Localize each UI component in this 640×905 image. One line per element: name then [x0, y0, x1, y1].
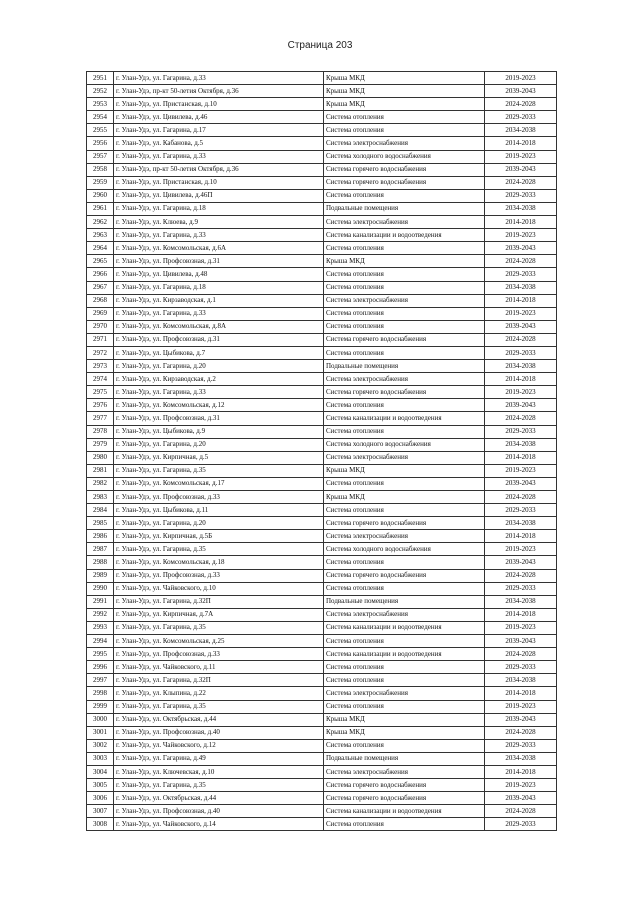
cell-row-number: 2988: [87, 556, 114, 569]
cell-row-number: 2986: [87, 530, 114, 543]
cell-row-number: 2963: [87, 229, 114, 242]
cell-address: г. Улан-Удэ, ул. Гагарина, д.17: [114, 124, 324, 137]
cell-system: Система отопления: [324, 189, 485, 202]
cell-system: Система отопления: [324, 661, 485, 674]
cell-address: г. Улан-Удэ, ул. Профсоюзная, д.31: [114, 255, 324, 268]
cell-system: Система канализации и водоотведения: [324, 621, 485, 634]
cell-address: г. Улан-Удэ, ул. Кирзаводская, д.2: [114, 373, 324, 386]
cell-system: Система отопления: [324, 582, 485, 595]
cell-system: Система электроснабжения: [324, 608, 485, 621]
table-row: [87, 700, 557, 713]
cell-period: 2029-2033: [485, 661, 557, 674]
cell-period: 2034-2038: [485, 595, 557, 608]
cell-row-number: 2982: [87, 477, 114, 490]
cell-system: Система горячего водоснабжения: [324, 792, 485, 805]
cell-system: Система отопления: [324, 307, 485, 320]
cell-system: Крыша МКД: [324, 98, 485, 111]
cell-address: г. Улан-Удэ, ул. Клыпина, д.22: [114, 687, 324, 700]
cell-address: г. Улан-Удэ, ул. Чайковского, д.14: [114, 818, 324, 831]
cell-address: г. Улан-Удэ, ул. Профсоюзная, д.33: [114, 491, 324, 504]
cell-period: 2034-2038: [485, 674, 557, 687]
cell-address: г. Улан-Удэ, ул. Комсомольская, д.6А: [114, 242, 324, 255]
table-row: [87, 582, 557, 595]
cell-row-number: 2968: [87, 294, 114, 307]
cell-address: г. Улан-Удэ, ул. Гагарина, д.35: [114, 464, 324, 477]
cell-address: г. Улан-Удэ, ул. Гагарина, д.20: [114, 360, 324, 373]
cell-period: 2039-2043: [485, 635, 557, 648]
cell-address: г. Улан-Удэ, ул. Кирпичная, д.5Б: [114, 530, 324, 543]
table-row: [87, 163, 557, 176]
table-row: [87, 137, 557, 150]
cell-row-number: 2993: [87, 621, 114, 634]
cell-address: г. Улан-Удэ, ул. Профсоюзная, д.40: [114, 805, 324, 818]
cell-address: г. Улан-Удэ, ул. Гагарина, д.33: [114, 72, 324, 85]
cell-period: 2024-2028: [485, 569, 557, 582]
table-row: [87, 72, 557, 85]
registry-table: [86, 71, 557, 831]
cell-system: Система электроснабжения: [324, 687, 485, 700]
cell-period: 2039-2043: [485, 242, 557, 255]
cell-system: Система электроснабжения: [324, 373, 485, 386]
cell-system: Система горячего водоснабжения: [324, 176, 485, 189]
cell-system: Система холодного водоснабжения: [324, 438, 485, 451]
table-row: [87, 517, 557, 530]
cell-row-number: 2973: [87, 360, 114, 373]
cell-row-number: 3003: [87, 752, 114, 765]
cell-period: 2024-2028: [485, 176, 557, 189]
cell-address: г. Улан-Удэ, ул. Гагарина, д.33: [114, 150, 324, 163]
cell-system: Крыша МКД: [324, 491, 485, 504]
table-row: [87, 373, 557, 386]
cell-period: 2019-2023: [485, 464, 557, 477]
cell-system: Система горячего водоснабжения: [324, 163, 485, 176]
cell-period: 2019-2023: [485, 386, 557, 399]
cell-row-number: 2956: [87, 137, 114, 150]
cell-period: 2024-2028: [485, 412, 557, 425]
cell-period: 2019-2023: [485, 700, 557, 713]
cell-period: 2029-2033: [485, 818, 557, 831]
cell-system: Система канализации и водоотведения: [324, 648, 485, 661]
cell-row-number: 2984: [87, 504, 114, 517]
cell-system: Система отопления: [324, 399, 485, 412]
cell-system: Система отопления: [324, 818, 485, 831]
cell-period: 2034-2038: [485, 202, 557, 215]
cell-period: 2039-2043: [485, 477, 557, 490]
cell-system: Система канализации и водоотведения: [324, 412, 485, 425]
cell-period: 2034-2038: [485, 281, 557, 294]
cell-row-number: 2996: [87, 661, 114, 674]
cell-address: г. Улан-Удэ, ул. Цивилева, д.46: [114, 111, 324, 124]
cell-address: г. Улан-Удэ, ул. Пристанская, д.10: [114, 176, 324, 189]
cell-period: 2039-2043: [485, 85, 557, 98]
cell-system: Система отопления: [324, 346, 485, 359]
cell-system: Система горячего водоснабжения: [324, 779, 485, 792]
cell-address: г. Улан-Удэ, ул. Профсоюзная, д.31: [114, 412, 324, 425]
cell-period: 2019-2023: [485, 150, 557, 163]
cell-system: Подвальные помещения: [324, 595, 485, 608]
cell-period: 2024-2028: [485, 726, 557, 739]
cell-row-number: 2953: [87, 98, 114, 111]
cell-system: Система электроснабжения: [324, 216, 485, 229]
cell-row-number: 2980: [87, 451, 114, 464]
cell-period: 2014-2018: [485, 530, 557, 543]
cell-system: Система канализации и водоотведения: [324, 805, 485, 818]
table-row: [87, 635, 557, 648]
cell-row-number: 2954: [87, 111, 114, 124]
table-row: [87, 765, 557, 778]
table-row: [87, 242, 557, 255]
table-row: [87, 438, 557, 451]
cell-row-number: 2959: [87, 176, 114, 189]
cell-address: г. Улан-Удэ, ул. Октябрьская, д.44: [114, 792, 324, 805]
cell-system: Система горячего водоснабжения: [324, 333, 485, 346]
cell-period: 2014-2018: [485, 608, 557, 621]
table-row: [87, 608, 557, 621]
cell-system: Система электроснабжения: [324, 530, 485, 543]
table-row: [87, 792, 557, 805]
cell-row-number: 3001: [87, 726, 114, 739]
table-row: [87, 661, 557, 674]
table-row: [87, 268, 557, 281]
cell-row-number: 2961: [87, 202, 114, 215]
cell-row-number: 3008: [87, 818, 114, 831]
cell-row-number: 2965: [87, 255, 114, 268]
table-row: [87, 189, 557, 202]
cell-system: Подвальные помещения: [324, 360, 485, 373]
table-row: [87, 464, 557, 477]
table-row: [87, 176, 557, 189]
table-row: [87, 229, 557, 242]
cell-period: 2019-2023: [485, 229, 557, 242]
cell-row-number: 2985: [87, 517, 114, 530]
cell-period: 2024-2028: [485, 805, 557, 818]
table-row: [87, 726, 557, 739]
cell-address: г. Улан-Удэ, ул. Кабанова, д.5: [114, 137, 324, 150]
cell-period: 2024-2028: [485, 648, 557, 661]
cell-system: Система электроснабжения: [324, 451, 485, 464]
table-row: [87, 504, 557, 517]
cell-system: Система отопления: [324, 268, 485, 281]
cell-row-number: 2972: [87, 346, 114, 359]
cell-system: Крыша МКД: [324, 713, 485, 726]
cell-row-number: 2991: [87, 595, 114, 608]
cell-period: 2039-2043: [485, 399, 557, 412]
cell-address: г. Улан-Удэ, пр-кт 50-летия Октября, д.36: [114, 85, 324, 98]
table-row: [87, 399, 557, 412]
cell-address: г. Улан-Удэ, ул. Комсомольская, д.18: [114, 556, 324, 569]
cell-address: г. Улан-Удэ, ул. Профсоюзная, д.40: [114, 726, 324, 739]
cell-period: 2039-2043: [485, 792, 557, 805]
table-row: [87, 491, 557, 504]
cell-system: Система электроснабжения: [324, 294, 485, 307]
cell-row-number: 2990: [87, 582, 114, 595]
cell-system: Система отопления: [324, 504, 485, 517]
cell-row-number: 2979: [87, 438, 114, 451]
cell-address: г. Улан-Удэ, ул. Кирзаводская, д.1: [114, 294, 324, 307]
cell-row-number: 3005: [87, 779, 114, 792]
cell-period: 2034-2038: [485, 517, 557, 530]
cell-period: 2024-2028: [485, 98, 557, 111]
cell-period: 2014-2018: [485, 216, 557, 229]
cell-period: 2019-2023: [485, 307, 557, 320]
table-row: [87, 595, 557, 608]
cell-address: г. Улан-Удэ, ул. Гагарина, д.33: [114, 229, 324, 242]
cell-row-number: 2951: [87, 72, 114, 85]
page-title: Страница 203: [287, 40, 353, 51]
cell-row-number: 3000: [87, 713, 114, 726]
cell-period: 2029-2033: [485, 582, 557, 595]
cell-period: 2014-2018: [485, 373, 557, 386]
cell-period: 2014-2018: [485, 294, 557, 307]
cell-period: 2034-2038: [485, 360, 557, 373]
cell-period: 2019-2023: [485, 621, 557, 634]
cell-address: г. Улан-Удэ, ул. Гагарина, д.35: [114, 779, 324, 792]
cell-system: Подвальные помещения: [324, 202, 485, 215]
cell-row-number: 3006: [87, 792, 114, 805]
table-row: [87, 333, 557, 346]
table-row: [87, 805, 557, 818]
cell-row-number: 2987: [87, 543, 114, 556]
cell-address: г. Улан-Удэ, ул. Цыбикова, д.11: [114, 504, 324, 517]
cell-row-number: 2977: [87, 412, 114, 425]
cell-address: г. Улан-Удэ, ул. Профсоюзная, д.33: [114, 569, 324, 582]
cell-address: г. Улан-Удэ, ул. Ключевская, д.10: [114, 765, 324, 778]
cell-address: г. Улан-Удэ, ул. Гагарина, д.35: [114, 700, 324, 713]
table-row: [87, 425, 557, 438]
table-row: [87, 530, 557, 543]
cell-system: Система отопления: [324, 425, 485, 438]
cell-address: г. Улан-Удэ, ул. Пристанская, д.10: [114, 98, 324, 111]
table-row: [87, 360, 557, 373]
cell-row-number: 2992: [87, 608, 114, 621]
cell-row-number: 2997: [87, 674, 114, 687]
cell-period: 2019-2023: [485, 779, 557, 792]
cell-address: г. Улан-Удэ, ул. Цивилева, д.48: [114, 268, 324, 281]
table-row: [87, 569, 557, 582]
cell-row-number: 2967: [87, 281, 114, 294]
cell-system: Крыша МКД: [324, 72, 485, 85]
cell-period: 2039-2043: [485, 320, 557, 333]
cell-period: 2024-2028: [485, 255, 557, 268]
cell-address: г. Улан-Удэ, ул. Гагарина, д.49: [114, 752, 324, 765]
table-row: [87, 713, 557, 726]
cell-period: 2034-2038: [485, 438, 557, 451]
cell-address: г. Улан-Удэ, ул. Чайковского, д.10: [114, 582, 324, 595]
cell-system: Система электроснабжения: [324, 137, 485, 150]
cell-period: 2014-2018: [485, 765, 557, 778]
cell-period: 2024-2028: [485, 491, 557, 504]
cell-row-number: 2998: [87, 687, 114, 700]
cell-system: Система горячего водоснабжения: [324, 517, 485, 530]
cell-row-number: 2958: [87, 163, 114, 176]
cell-system: Система отопления: [324, 320, 485, 333]
cell-system: Система отопления: [324, 739, 485, 752]
cell-address: г. Улан-Удэ, ул. Профсоюзная, д.31: [114, 333, 324, 346]
cell-period: 2024-2028: [485, 333, 557, 346]
cell-system: Система горячего водоснабжения: [324, 569, 485, 582]
cell-period: 2014-2018: [485, 451, 557, 464]
cell-period: 2014-2018: [485, 137, 557, 150]
cell-address: г. Улан-Удэ, ул. Гагарина, д.33: [114, 307, 324, 320]
cell-row-number: 3002: [87, 739, 114, 752]
cell-address: г. Улан-Удэ, ул. Гагарина, д.32П: [114, 595, 324, 608]
cell-system: Система электроснабжения: [324, 765, 485, 778]
cell-address: г. Улан-Удэ, ул. Гагарина, д.18: [114, 281, 324, 294]
cell-row-number: 2957: [87, 150, 114, 163]
cell-row-number: 2994: [87, 635, 114, 648]
cell-address: г. Улан-Удэ, ул. Комсомольская, д.12: [114, 399, 324, 412]
cell-period: 2039-2043: [485, 713, 557, 726]
cell-system: Крыша МКД: [324, 85, 485, 98]
table-row: [87, 320, 557, 333]
cell-period: 2014-2018: [485, 687, 557, 700]
cell-period: 2029-2033: [485, 111, 557, 124]
table-row: [87, 477, 557, 490]
cell-row-number: 2981: [87, 464, 114, 477]
cell-period: 2034-2038: [485, 752, 557, 765]
cell-address: г. Улан-Удэ, ул. Клюева, д.9: [114, 216, 324, 229]
cell-row-number: 2999: [87, 700, 114, 713]
cell-period: 2029-2033: [485, 739, 557, 752]
table-row: [87, 451, 557, 464]
cell-row-number: 2955: [87, 124, 114, 137]
table-row: [87, 294, 557, 307]
cell-address: г. Улан-Удэ, ул. Гагарина, д.18: [114, 202, 324, 215]
cell-address: г. Улан-Удэ, ул. Чайковского, д.12: [114, 739, 324, 752]
table-row: [87, 85, 557, 98]
cell-system: Крыша МКД: [324, 726, 485, 739]
cell-period: 2029-2033: [485, 425, 557, 438]
cell-address: г. Улан-Удэ, ул. Кирпичная, д.5: [114, 451, 324, 464]
table-row: [87, 150, 557, 163]
table-row: [87, 687, 557, 700]
cell-system: Система отопления: [324, 674, 485, 687]
cell-period: 2029-2033: [485, 268, 557, 281]
cell-address: г. Улан-Удэ, ул. Цыбикова, д.7: [114, 346, 324, 359]
cell-row-number: 2978: [87, 425, 114, 438]
cell-period: 2019-2023: [485, 543, 557, 556]
table-row: [87, 255, 557, 268]
table-row: [87, 556, 557, 569]
cell-period: 2029-2033: [485, 346, 557, 359]
table-row: [87, 202, 557, 215]
table-row: [87, 752, 557, 765]
cell-address: г. Улан-Удэ, ул. Цыбикова, д.9: [114, 425, 324, 438]
cell-address: г. Улан-Удэ, ул. Октябрьская, д.44: [114, 713, 324, 726]
table-row: [87, 412, 557, 425]
cell-system: Система холодного водоснабжения: [324, 150, 485, 163]
cell-system: Система холодного водоснабжения: [324, 543, 485, 556]
cell-system: Система горячего водоснабжения: [324, 386, 485, 399]
cell-system: Система отопления: [324, 242, 485, 255]
cell-system: Система отопления: [324, 556, 485, 569]
cell-row-number: 2983: [87, 491, 114, 504]
table-row: [87, 648, 557, 661]
cell-system: Подвальные помещения: [324, 752, 485, 765]
cell-address: г. Улан-Удэ, пр-кт 50-летия Октября, д.36: [114, 163, 324, 176]
cell-system: Система отопления: [324, 124, 485, 137]
cell-period: 2034-2038: [485, 124, 557, 137]
table-row: [87, 346, 557, 359]
table-row: [87, 307, 557, 320]
cell-system: Система отопления: [324, 700, 485, 713]
cell-address: г. Улан-Удэ, ул. Гагарина, д.35: [114, 621, 324, 634]
cell-row-number: 3004: [87, 765, 114, 778]
cell-row-number: 2952: [87, 85, 114, 98]
cell-row-number: 2962: [87, 216, 114, 229]
cell-address: г. Улан-Удэ, ул. Гагарина, д.32П: [114, 674, 324, 687]
cell-address: г. Улан-Удэ, ул. Гагарина, д.33: [114, 386, 324, 399]
cell-period: 2029-2033: [485, 504, 557, 517]
table-row: [87, 621, 557, 634]
cell-address: г. Улан-Удэ, ул. Комсомольская, д.8А: [114, 320, 324, 333]
cell-period: 2039-2043: [485, 163, 557, 176]
table-row: [87, 98, 557, 111]
cell-row-number: 2969: [87, 307, 114, 320]
cell-row-number: 2975: [87, 386, 114, 399]
cell-period: 2029-2033: [485, 189, 557, 202]
cell-system: Система отопления: [324, 281, 485, 294]
cell-row-number: 2989: [87, 569, 114, 582]
cell-period: 2019-2023: [485, 72, 557, 85]
registry-table-body: [87, 72, 557, 831]
cell-system: Система отопления: [324, 111, 485, 124]
table-row: [87, 779, 557, 792]
table-row: [87, 739, 557, 752]
table-row: [87, 386, 557, 399]
cell-address: г. Улан-Удэ, ул. Цивилева, д.46П: [114, 189, 324, 202]
cell-address: г. Улан-Удэ, ул. Кирпичная, д.7А: [114, 608, 324, 621]
table-row: [87, 674, 557, 687]
cell-address: г. Улан-Удэ, ул. Гагарина, д.20: [114, 517, 324, 530]
cell-address: г. Улан-Удэ, ул. Чайковского, д.11: [114, 661, 324, 674]
cell-system: Система отопления: [324, 477, 485, 490]
cell-address: г. Улан-Удэ, ул. Комсомольская, д.25: [114, 635, 324, 648]
cell-address: г. Улан-Удэ, ул. Профсоюзная, д.33: [114, 648, 324, 661]
cell-system: Крыша МКД: [324, 464, 485, 477]
table-row: [87, 216, 557, 229]
table-row: [87, 124, 557, 137]
cell-row-number: 2995: [87, 648, 114, 661]
cell-period: 2039-2043: [485, 556, 557, 569]
cell-address: г. Улан-Удэ, ул. Гагарина, д.20: [114, 438, 324, 451]
cell-row-number: 2971: [87, 333, 114, 346]
table-row: [87, 818, 557, 831]
cell-row-number: 2976: [87, 399, 114, 412]
cell-row-number: 3007: [87, 805, 114, 818]
table-row: [87, 543, 557, 556]
table-row: [87, 111, 557, 124]
cell-address: г. Улан-Удэ, ул. Комсомольская, д.17: [114, 477, 324, 490]
cell-row-number: 2966: [87, 268, 114, 281]
table-row: [87, 281, 557, 294]
cell-system: Система канализации и водоотведения: [324, 229, 485, 242]
cell-row-number: 2964: [87, 242, 114, 255]
cell-system: Крыша МКД: [324, 255, 485, 268]
cell-system: Система отопления: [324, 635, 485, 648]
cell-address: г. Улан-Удэ, ул. Гагарина, д.35: [114, 543, 324, 556]
cell-row-number: 2960: [87, 189, 114, 202]
cell-row-number: 2970: [87, 320, 114, 333]
cell-row-number: 2974: [87, 373, 114, 386]
